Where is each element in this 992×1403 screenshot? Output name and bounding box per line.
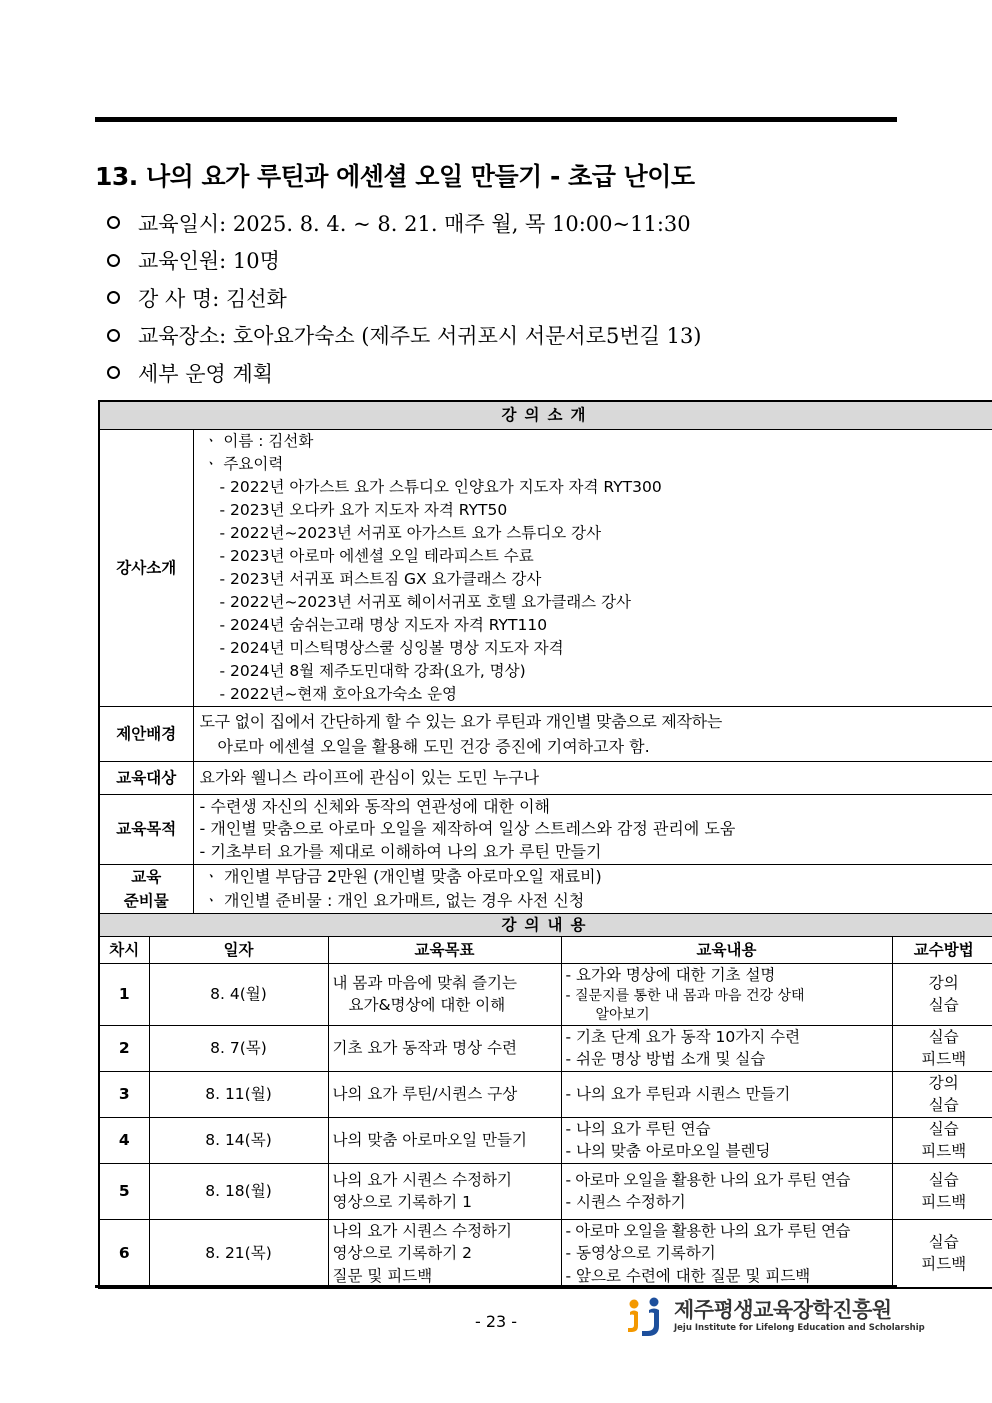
circle-bullet-icon: [107, 254, 120, 267]
instructor-info: [193, 430, 992, 707]
instructor-name: ㆍ 이름 : 김선화: [203, 432, 314, 450]
bullet-capacity: 교육인원: 10명: [107, 242, 702, 280]
info-bullets: [107, 204, 702, 392]
bullet-plan: 세부 운영 계획: [107, 354, 702, 392]
career-item: - 2024년 8월 제주도민대학 강좌(요가, 명상): [219, 662, 526, 680]
career-item: - 2024년 숨쉬는고래 명상 지도자 자격 RYT110: [219, 616, 548, 634]
career-item: - 2023년 오다카 요가 지도자 자격 RYT50: [219, 501, 508, 519]
section-header-intro: 강의소개: [99, 401, 992, 430]
instructor-label: 강사소개: [99, 430, 193, 707]
goal-text: - 수련생 자신의 신체와 동작의 연관성에 대한 이해 - 개인별 맞춤으로 아로마 오일을 제작하여 일상 스트레스와 감정 관리에 도움 - 기초부터 요가를 제대로 이해하여 나의 요가 루틴 만들기: [193, 795, 992, 865]
table-row: 5 8. 18(월) 나의 요가 시퀀스 수정하기 영상으로 기록하기 1 - 아로마 오일을 활용한 나의 요가 루틴 연습 - 시퀀스 수정하기 실습 피드백: [99, 1163, 992, 1219]
circle-bullet-icon: [107, 329, 120, 342]
col-header-no: 차시: [99, 937, 149, 964]
prep-text: ㆍ 개인별 부담금 2만원 (개인별 맞춤 아로마오일 재료비) ㆍ 개인별 준비물 : 개인 요가매트, 없는 경우 사전 신청: [193, 865, 992, 914]
bullet-location: 교육장소: 호아요가숙소 (제주도 서귀포시 서문서로5번길 13): [107, 317, 702, 355]
career-item: - 2022년~현재 호아요가숙소 운영: [219, 685, 458, 703]
background-text: 도구 없이 집에서 간단하게 할 수 있는 요가 루틴과 개인별 맞춤으로 제작하는 아로마 에센셜 오일을 활용해 도민 건강 증진에 기여하고자 함.: [193, 707, 992, 762]
section-header-content: 강의내용: [99, 914, 992, 937]
career-item: - 2023년 서귀포 퍼스트짐 GX 요가클래스 강사: [219, 570, 542, 588]
career-item: - 2023년 아로마 에센셜 오일 테라피스트 수료: [219, 547, 534, 565]
institute-emblem-icon: [626, 1296, 670, 1338]
goal-label: 교육목적: [99, 795, 193, 865]
course-table: [98, 400, 992, 1289]
bottom-rule: [95, 1285, 897, 1288]
table-row: 2 8. 7(목) 기초 요가 동작과 명상 수련 - 기초 단계 요가 동작 10가지 수련 - 쉬운 명상 방법 소개 및 실습 실습 피드백: [99, 1025, 992, 1071]
career-item: - 2022년~2023년 서귀포 아가스트 요가 스튜디오 강사: [219, 524, 602, 542]
career-list: [204, 476, 992, 706]
table-row: 4 8. 14(목) 나의 맞춤 아로마오일 만들기 - 나의 요가 루틴 연습 - 나의 맞춤 아로마오일 블렌딩 실습 피드백: [99, 1117, 992, 1163]
table-row: 1 8. 4(월) 내 몸과 마음에 맞춰 즐기는 요가&명상에 대한 이해 - 요가와 명상에 대한 기초 설명 - 질문지를 통한 내 몸과 마음 건강 상태 알아보기 강의 실습: [99, 964, 992, 1026]
bullet-instructor: 강 사 명: 김선화: [107, 279, 702, 317]
col-header-date: 일자: [149, 937, 328, 964]
background-label: 제안배경: [99, 707, 193, 762]
bullet-schedule: 교육일시: 2025. 8. 4. ~ 8. 21. 매주 월, 목 10:00~11:30: [107, 204, 702, 242]
table-row: 6 8. 21(목) 나의 요가 시퀀스 수정하기 영상으로 기록하기 2 질문 및 피드백 - 아로마 오일을 활용한 나의 요가 루틴 연습 - 동영상으로 기록하기 - 앞으로 수련에 대한 질문 및 피드백 실습 피드백: [99, 1219, 992, 1288]
col-header-goal: 교육목표: [328, 937, 561, 964]
career-label: ㆍ 주요이력: [203, 455, 284, 473]
institute-logo: [626, 1296, 925, 1338]
target-text: 요가와 웰니스 라이프에 관심이 있는 도민 누구나: [193, 762, 992, 795]
circle-bullet-icon: [107, 216, 120, 229]
col-header-content: 교육내용: [561, 937, 892, 964]
table-row: 3 8. 11(월) 나의 요가 루틴/시퀀스 구상 - 나의 요가 루틴과 시퀀스 만들기 강의 실습: [99, 1071, 992, 1117]
col-header-method: 교수방법: [892, 937, 992, 964]
top-rule: [95, 117, 897, 122]
logo-korean-name: 제주평생교육장학진흥원: [674, 1298, 892, 1322]
circle-bullet-icon: [107, 291, 120, 304]
career-item: - 2022년~2023년 서귀포 헤이서귀포 호텔 요가클래스 강사: [219, 593, 632, 611]
career-item: - 2024년 미스틱명상스쿨 싱잉볼 명상 지도자 자격: [219, 639, 564, 657]
logo-english-name: Jeju Institute for Lifelong Education and Scholarship: [674, 1323, 925, 1333]
career-item: - 2022년 아가스트 요가 스튜디오 인양요가 지도자 자격 RYT300: [219, 478, 662, 496]
page-title: 13. 나의 요가 루틴과 에센셜 오일 만들기 - 초급 난이도: [95, 162, 695, 191]
prep-label: 교육 준비물: [99, 865, 193, 914]
target-label: 교육대상: [99, 762, 193, 795]
circle-bullet-icon: [107, 366, 120, 379]
page-number: - 23 -: [474, 1312, 518, 1331]
